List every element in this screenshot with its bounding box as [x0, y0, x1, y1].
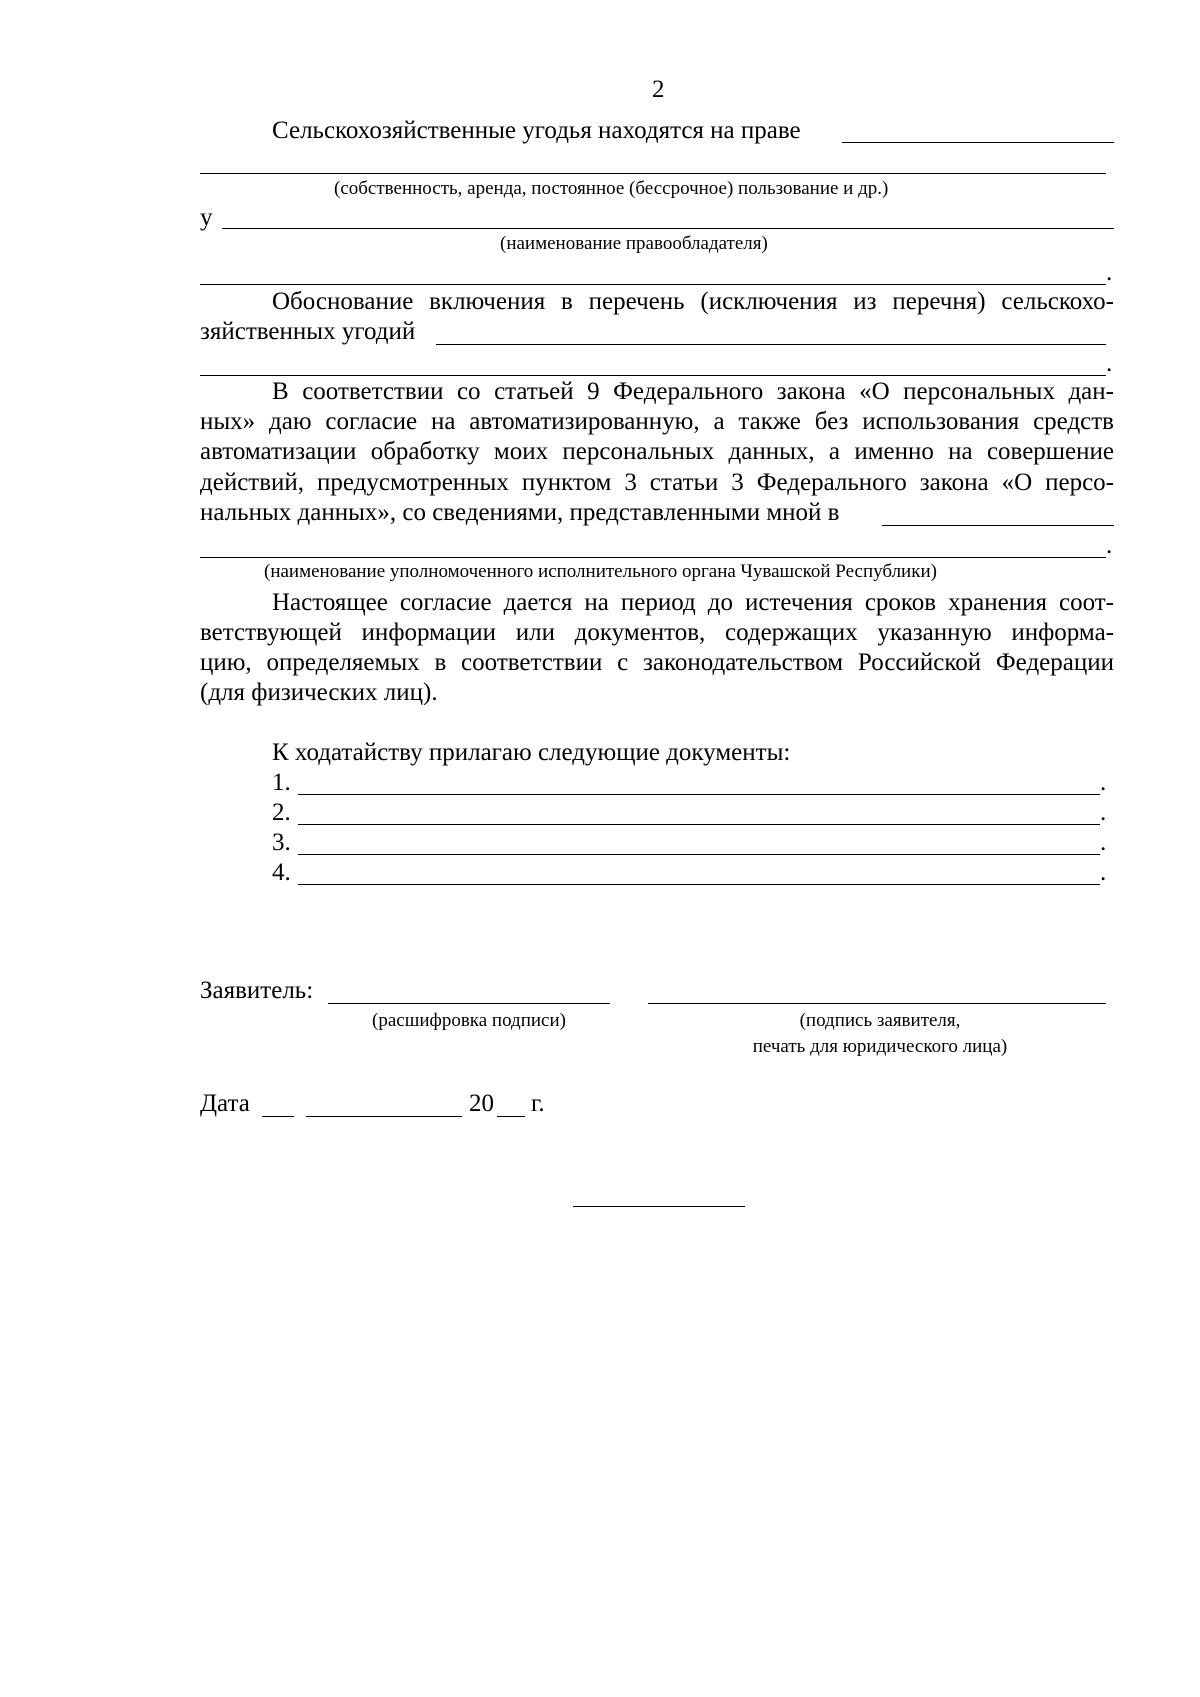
ownership-right-line[interactable]: [842, 142, 1114, 143]
justification-continuation-line[interactable]: [200, 375, 1106, 376]
decode-hint: (расшифровка подписи): [372, 1010, 566, 1031]
period-line-4: (для физических лиц).: [200, 679, 438, 706]
attachment-number: 1.: [272, 769, 291, 796]
attachment-number: 2.: [272, 799, 291, 826]
date-year-suffix: г.: [531, 1090, 545, 1117]
consent-line-3: автоматизации обработку моих персональных данных, а именно на совершение: [200, 438, 1114, 465]
attachment-line[interactable]: [298, 854, 1100, 855]
consent-authority-line[interactable]: [882, 525, 1114, 526]
attachment-line[interactable]: [298, 884, 1100, 885]
consent-end-dot: .: [1106, 532, 1113, 559]
attachment-line[interactable]: [298, 794, 1100, 795]
justification-line[interactable]: [436, 344, 1106, 345]
attachments-heading: К ходатайству прилагаю следующие документы:: [272, 739, 791, 766]
period-line-1: Настоящее согласие дается на период до истечения сроков хранения соот-: [272, 589, 1114, 616]
attachment-line[interactable]: [298, 824, 1100, 825]
decode-signature-line[interactable]: [328, 1003, 610, 1004]
signature-hint-2: печать для юридического лица): [752, 1036, 1008, 1057]
date-label: Дата: [200, 1090, 250, 1117]
date-year-line[interactable]: [497, 1116, 525, 1117]
attachment-end-dot: .: [1100, 829, 1107, 856]
justification-end-dot: .: [1106, 350, 1113, 377]
consent-line-1: В соответствии со статьей 9 Федерального закона «О персональных дан-: [272, 378, 1114, 405]
attachment-number: 3.: [272, 829, 291, 856]
ownership-hint: (собственность, аренда, постоянное (бессрочное) пользование и др.): [334, 178, 889, 199]
signature-line[interactable]: [648, 1003, 1106, 1004]
holder-hint: (наименование правообладателя): [500, 233, 768, 254]
justification-line-2: зяйственных угодий: [200, 318, 416, 345]
justification-line-1: Обоснование включения в перечень (исключения из перечня) сельскохо-: [272, 288, 1114, 315]
attachment-end-dot: .: [1100, 859, 1107, 886]
holder-continuation-line[interactable]: [200, 284, 1106, 285]
applicant-label: Заявитель:: [200, 977, 314, 1004]
period-line-2: ветствующей информации или документов, содержащих указанную информа-: [200, 619, 1114, 646]
date-day-line[interactable]: [262, 1116, 294, 1117]
date-year-prefix: 20: [469, 1090, 494, 1117]
attachment-number: 4.: [272, 859, 291, 886]
consent-hint: (наименование уполномоченного исполнительного органа Чувашской Республики): [264, 561, 937, 582]
consent-line-2: ных» даю согласие на автоматизированную, а также без использования средств: [200, 408, 1114, 435]
attachment-end-dot: .: [1100, 769, 1107, 796]
consent-line-4: действий, предусмотренных пунктом 3 статьи 3 Федерального закона «О персо-: [200, 469, 1114, 496]
bottom-separator: [573, 1206, 745, 1207]
period-line-3: цию, определяемых в соответствии с законодательством Российской Федерации: [200, 649, 1114, 676]
signature-hint-1: (подпись заявителя,: [799, 1010, 961, 1031]
holder-prefix: у: [200, 204, 213, 231]
consent-authority-continuation-line[interactable]: [200, 557, 1106, 558]
holder-line[interactable]: [222, 228, 1114, 229]
ownership-full-line[interactable]: [200, 173, 1106, 174]
date-month-line[interactable]: [306, 1116, 462, 1117]
attachment-end-dot: .: [1100, 799, 1107, 826]
page-number: 2: [652, 76, 665, 103]
ownership-lead: Сельскохозяйственные угодья находятся на праве: [272, 117, 801, 144]
holder-end-dot: .: [1106, 259, 1113, 286]
consent-line-5: нальных данных», со сведениями, представленными мной в: [200, 499, 840, 526]
